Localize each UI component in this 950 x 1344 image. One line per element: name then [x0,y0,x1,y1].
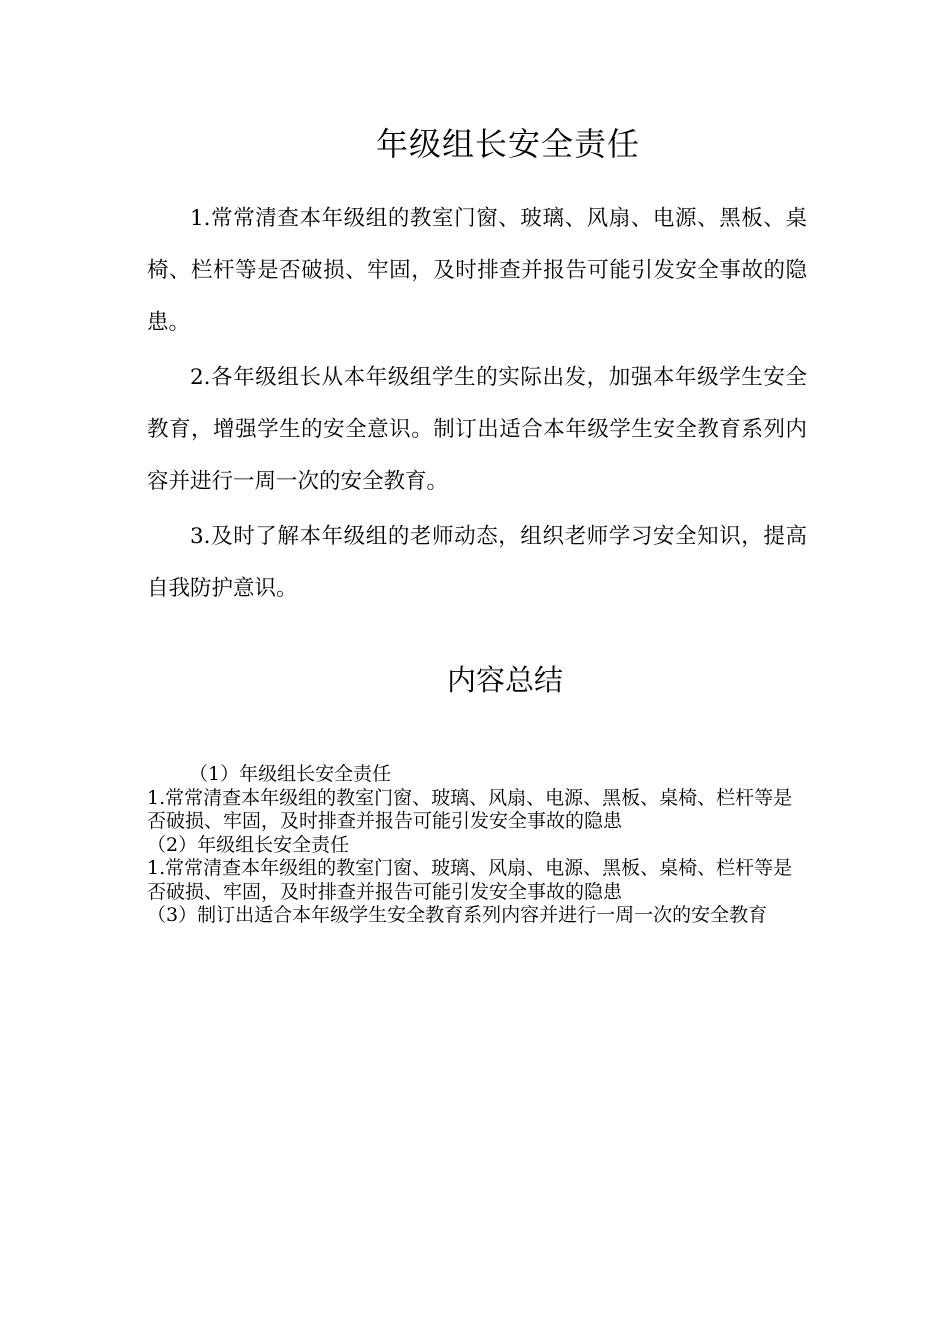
document-title: 年级组长安全责任 [375,125,640,163]
paragraph-2: 2.各年级组长从本年级组学生的实际出发，加强本年级学生安全教育，增强学生的安全意识。制订出适合本年级学生安全教育系列内容并进行一周一次的安全教育。 [147,365,807,494]
summary-line-2: 1.常常清查本年级组的教室门窗、玻璃、风扇、电源、黑板、桌椅、栏杆等是否破损、牢固，及时排查并报告可能引发安全事故的隐患 [147,786,793,832]
document-body [147,193,807,618]
summary-line-5: （3）制订出适合本年级学生安全教育系列内容并进行一周一次的安全教育 [147,904,768,926]
summary-line-1: （1）年级组长安全责任 [189,763,392,785]
summary-line-3: （2）年级组长安全责任 [147,833,350,856]
summary-line-4: 1.常常清查本年级组的教室门窗、玻璃、风扇、电源、黑板、桌椅、栏杆等是否破损、牢固，及时排查并报告可能引发安全事故的隐患 [147,857,793,903]
summary-title: 内容总结 [446,663,563,697]
paragraph-1: 1.常常清查本年级组的教室门窗、玻璃、风扇、电源、黑板、桌椅、栏杆等是否破损、牢固，及时排查并报告可能引发安全事故的隐患。 [147,206,807,335]
summary-body [147,763,807,928]
paragraph-3: 3.及时了解本年级组的老师动态，组织老师学习安全知识，提高自我防护意识。 [147,524,807,601]
